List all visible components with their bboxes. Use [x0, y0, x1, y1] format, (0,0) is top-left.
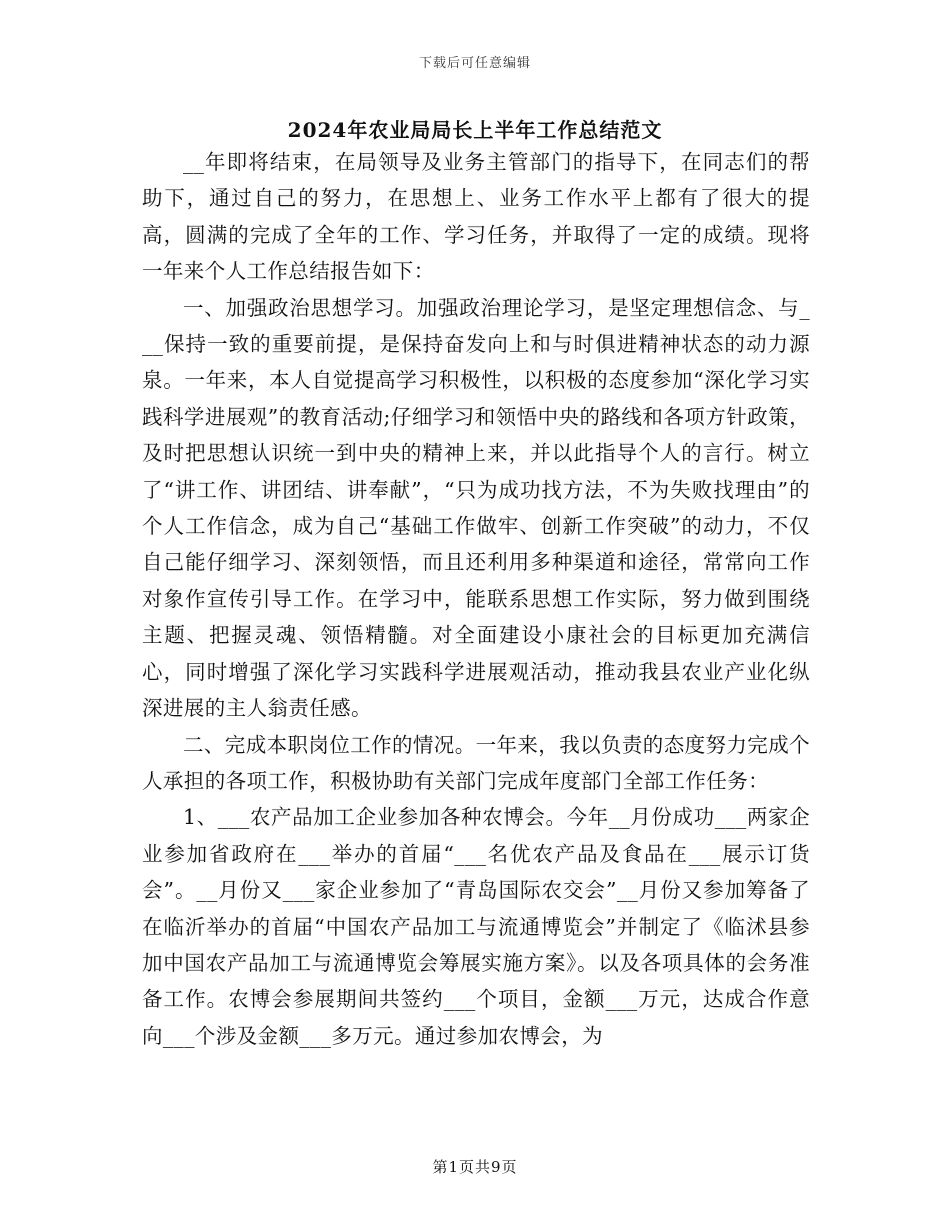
document-title: 2024年农业局局长上半年工作总结范文 [287, 118, 663, 142]
paragraph-political-study: 一、加强政治思想学习。加强政治理论学习，是坚定理想信念、与___保持一致的重要前提，是保持奋发向上和与时俱进精神状态的动力源泉。一年来，本人自觉提高学习积极性，以积极的态度参加“深化学习实践科学进展观”的教育活动;仔细学习和领悟中央的路线和各项方针政策，及时把思想认识统一到中央的精神上来，并以此指导个人的言行。树立了“讲工作、讲团结、讲奉献”，“只为成功找方法，不为失败找理由”的个人工作信念，成为自己“基础工作做牢、创新工作突破”的动力，不仅自己能仔细学习、深刻领悟，而且还利用多种渠道和途径，常常向工作对象作宣传引导工作。在学习中，能联系思想工作实际，努力做到围绕主题、把握灵魂、领悟精髓。对全面建设小康社会的目标更加充满信心，同时增强了深化学习实践科学进展观活动，推动我县农业产业化纵深进展的主人翁责任感。 [142, 295, 810, 721]
paragraph-intro: __年即将结束，在局领导及业务主管部门的指导下，在同志们的帮助下，通过自己的努力，在思想上、业务工作水平上都有了很大的提高，圆满的完成了全年的工作、学习任务，并取得了一定的成绩。现将一年来个人工作总结报告如下： [142, 150, 810, 284]
document-body [142, 144, 810, 1054]
page-number: 第1页共9页 [432, 1158, 518, 1176]
header-note: 下载后可任意编辑 [418, 56, 531, 71]
paragraph-job-duties: 二、完成本职岗位工作的情况。一年来，我以负责的态度努力完成个人承担的各项工作，积极协助有关部门完成年度部门全部工作任务： [142, 732, 810, 793]
paragraph-agri-expo: 1、___农产品加工企业参加各种农博会。今年__月份成功___两家企业参加省政府在___举办的首届“___名优农产品及食品在___展示订货会”。__月份又___家企业参加了“青岛国际农交会”__月份又参加筹备了在临沂举办的首届“中国农产品加工与流通博览会”并制定了《临沭县参加中国农产品加工与流通博览会筹展实施方案》。以及各项具体的会务准备工作。农博会参展期间共签约___个项目，金额___万元，达成合作意向___个涉及金额___多万元。通过参加农博会，为 [142, 805, 810, 1048]
